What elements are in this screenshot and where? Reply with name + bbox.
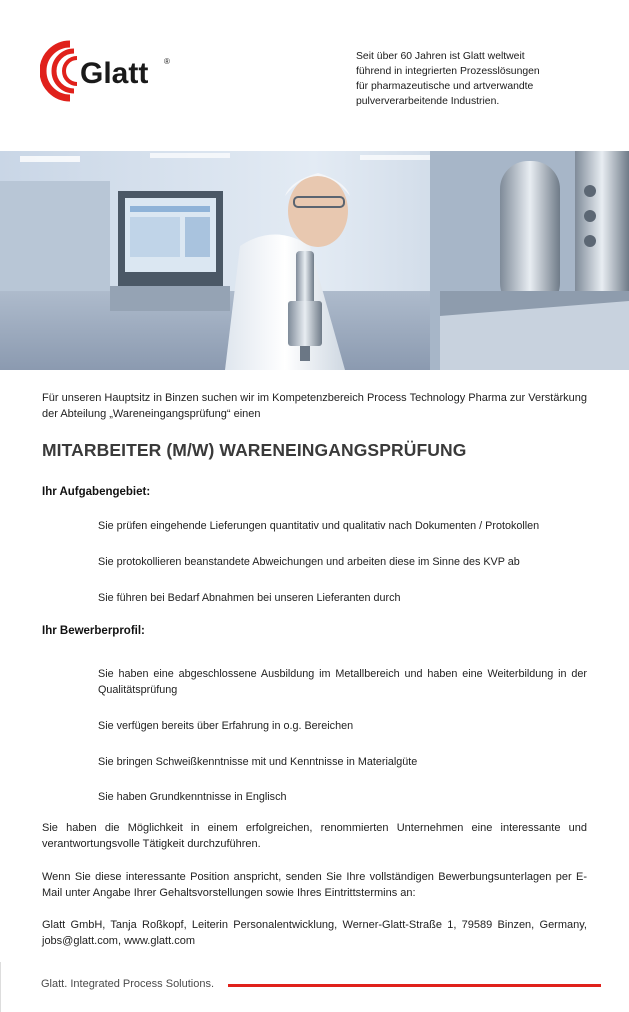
tagline-line: führend in integrierten Prozesslösungen (356, 66, 540, 77)
profile-item: Sie verfügen bereits über Erfahrung in o.g. Bereichen (98, 720, 354, 732)
tagline-line: für pharmazeutische und artverwandte (356, 81, 534, 92)
task-item: Sie protokollieren beanstandete Abweichungen und arbeiten diese im Sinne des KVP ab (98, 556, 520, 568)
glatt-logo (40, 40, 180, 102)
hero-photo (0, 151, 629, 370)
logo-wordmark: Glatt (80, 57, 149, 90)
profile-item: Sie bringen Schweißkenntnisse mit und Kenntnisse in Materialgüte (98, 756, 418, 768)
footer-red-line (228, 984, 601, 987)
task-item: Sie prüfen eingehende Lieferungen quantitativ und qualitativ nach Dokumenten / Protokollen (98, 520, 540, 532)
tasks-heading: Ihr Aufgabengebiet: (42, 486, 151, 498)
profile-item: Sie haben Grundkenntnisse in Englisch (98, 791, 287, 803)
intro-text: Für unseren Hauptsitz in Binzen suchen wir im Kompetenzbereich Process Technology Pharma zur Verstärkung der Abteilung „Wareneingangsprüfung“ einen (42, 392, 587, 420)
footer-rule (0, 962, 5, 1012)
profile-heading: Ihr Bewerberprofil: (42, 625, 145, 637)
task-item: Sie führen bei Bedarf Abnahmen bei unseren Lieferanten durch (98, 592, 401, 604)
logo-registered-mark: ® (164, 57, 170, 66)
job-title: MITARBEITER (M/W) WARENEINGANGSPRÜFUNG (42, 440, 467, 460)
offer-text: Sie haben die Möglichkeit in einem erfolgreichen, renommierten Unternehmen eine interessante und verantwortungsvolle Tätigkeit durchzuführen. (42, 822, 587, 850)
apply-text: Wenn Sie diese interessante Position anspricht, senden Sie Ihre vollständigen Bewerbungsunterlagen per E-Mail unter Angabe Ihrer Gehaltsvorstellungen sowie Ihres Eintrittstermins an: (42, 871, 587, 899)
tagline-line: Seit über 60 Jahren ist Glatt weltweit (356, 51, 525, 62)
profile-item: Sie haben eine abgeschlossene Ausbildung im Metallbereich und haben eine Weiterbildung in der Qualitätsprüfung (98, 668, 587, 696)
footer-slogan: Glatt. Integrated Process Solutions. (41, 978, 215, 990)
company-tagline (356, 49, 596, 109)
contact-text: Glatt GmbH, Tanja Roßkopf, Leiterin Personalentwicklung, Werner-Glatt-Straße 1, 79589 Binzen, Germany, jobs@glatt.com, www.glatt.com (42, 919, 587, 947)
tagline-line: pulververarbeitende Industrien. (356, 96, 500, 107)
